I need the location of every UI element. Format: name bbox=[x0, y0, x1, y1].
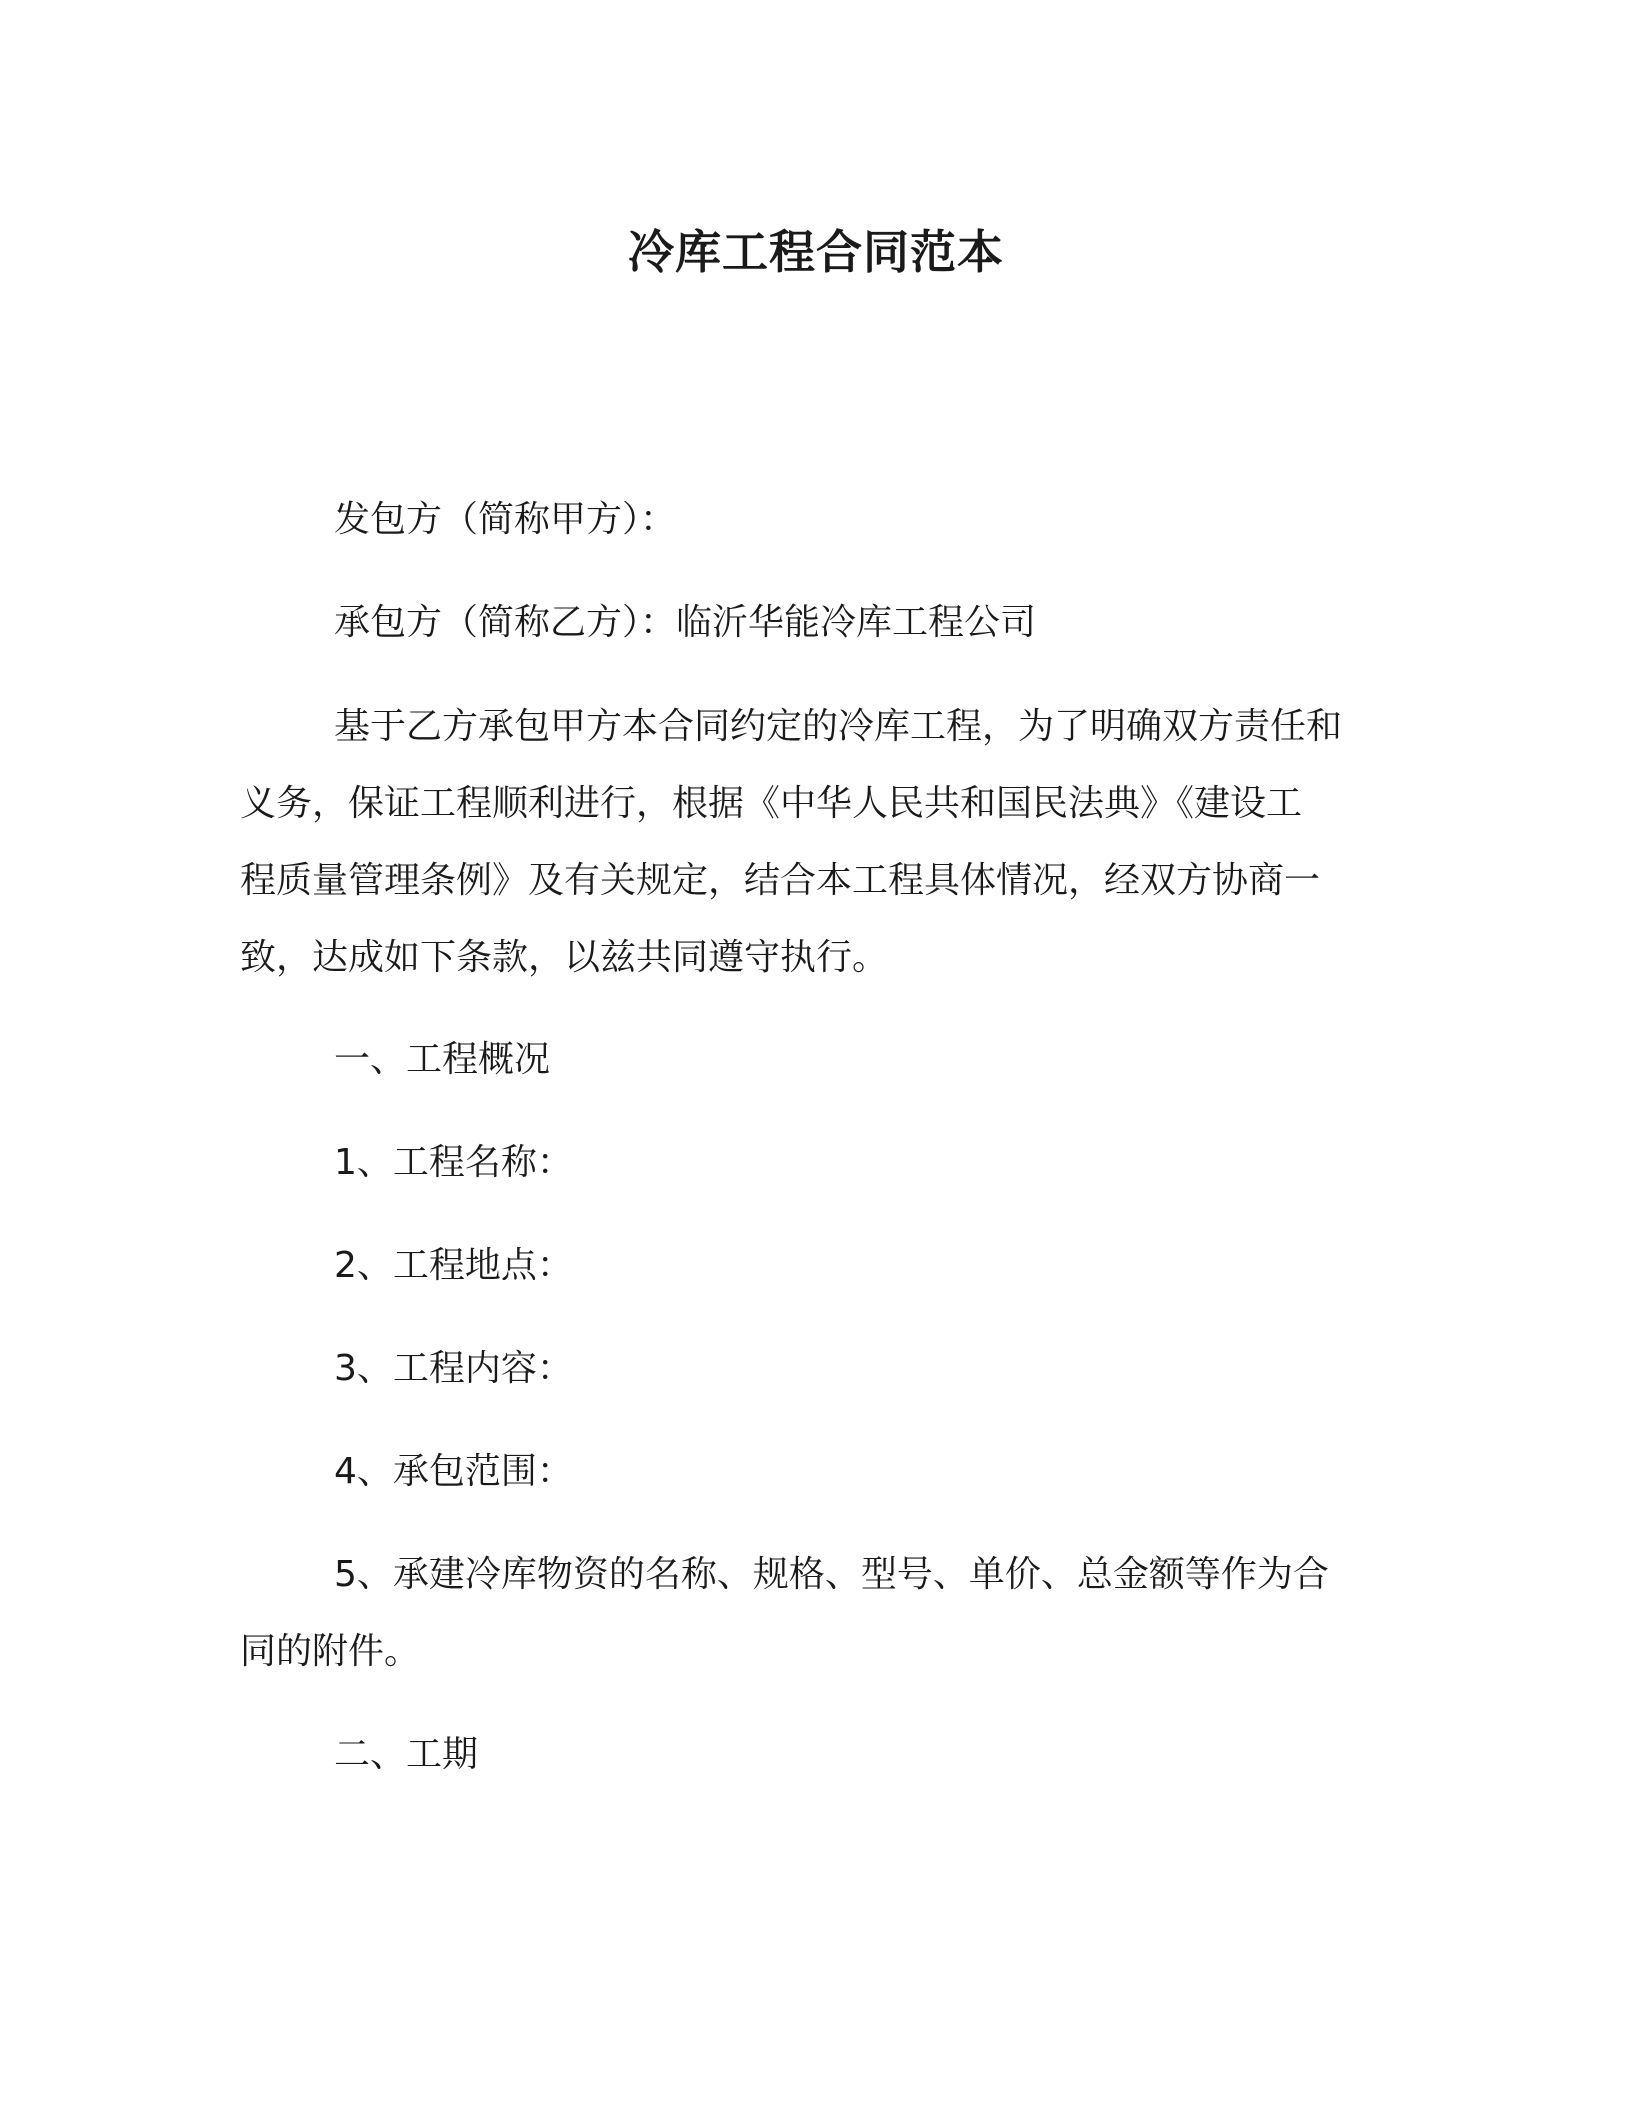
item-contract-scope: 4、承包范围： bbox=[334, 1451, 573, 1492]
preamble-line-4: 致，达成如下条款，以兹共同遵守执行。 bbox=[240, 937, 889, 978]
preamble-line-3: 程质量管理条例》及有关规定，结合本工程具体情况，经双方协商一 bbox=[240, 860, 1321, 901]
item-project-name: 1、工程名称： bbox=[334, 1142, 573, 1183]
item-5-line-2: 同的附件。 bbox=[240, 1631, 421, 1672]
item-project-location: 2、工程地点： bbox=[334, 1245, 573, 1286]
item-5-line-1: 5、承建冷库物资的名称、规格、型号、单价、总金额等作为合 bbox=[334, 1554, 1329, 1595]
preamble-line-1: 基于乙方承包甲方本合同约定的冷库工程，为了明确双方责任和 bbox=[334, 706, 1343, 747]
section-1-heading: 一、工程概况 bbox=[334, 1039, 551, 1080]
item-project-content: 3、工程内容： bbox=[334, 1348, 573, 1389]
section-2-heading: 二、工期 bbox=[334, 1734, 479, 1775]
preamble-line-2: 义务，保证工程顺利进行，根据《中华人民共和国民法典》《建设工 bbox=[240, 783, 1303, 824]
party-b-line: 承包方（简称乙方）：临沂华能冷库工程公司 bbox=[334, 602, 1037, 643]
party-a-line: 发包方（简称甲方）： bbox=[334, 499, 677, 540]
document-title: 冷库工程合同范本 bbox=[628, 225, 1004, 279]
